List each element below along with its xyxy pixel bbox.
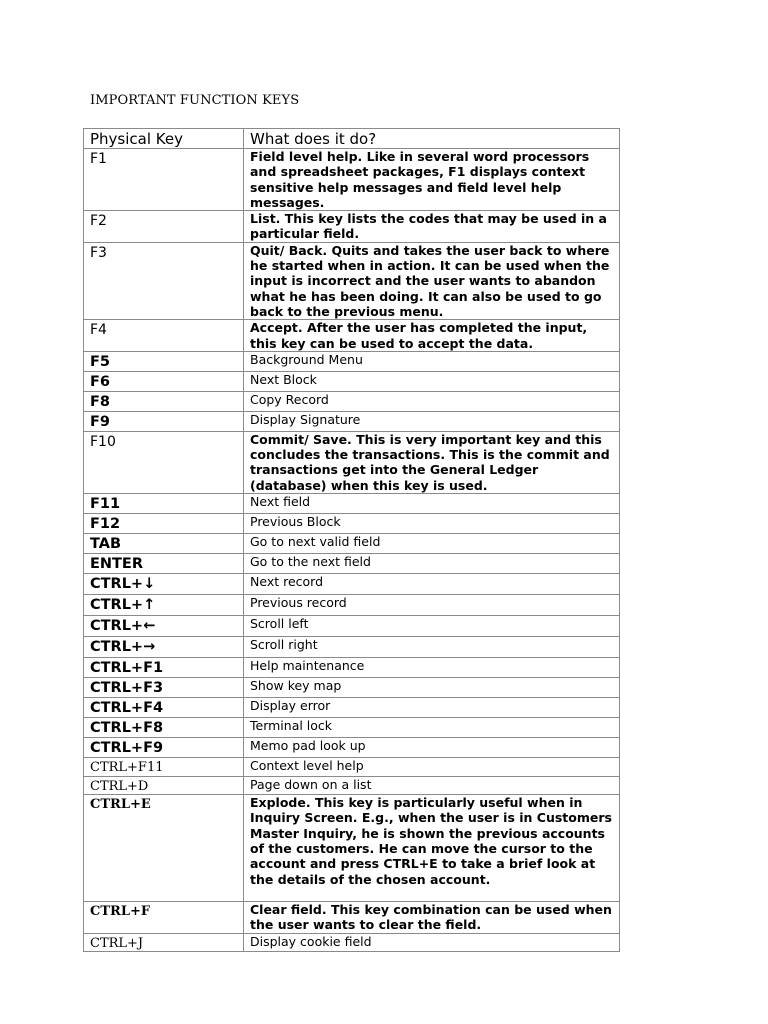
key-cell: F1: [84, 149, 244, 211]
description-cell: List. This key lists the codes that may be used in a particular field.: [244, 211, 620, 243]
table-row: [84, 933, 620, 951]
key-cell: ENTER: [84, 554, 244, 574]
key-cell: CTRL+↑: [84, 595, 244, 616]
description-cell: Previous Block: [244, 514, 620, 534]
table-row: [84, 902, 620, 934]
key-cell: F11: [84, 494, 244, 514]
key-cell: CTRL+F4: [84, 698, 244, 718]
description-cell: Next Block: [244, 371, 620, 391]
description-cell: Go to next valid field: [244, 534, 620, 554]
description-cell: Show key map: [244, 678, 620, 698]
key-cell: CTRL+J: [84, 933, 244, 951]
table-row: [84, 758, 620, 777]
key-cell: CTRL+←: [84, 616, 244, 637]
description-cell: Context level help: [244, 758, 620, 777]
table-row: [84, 738, 620, 758]
table-row: [84, 698, 620, 718]
description-cell: Next record: [244, 574, 620, 595]
description-cell: Commit/ Save. This is very important key and this concludes the transactions. This is the commit and transactions get into the General Ledger (database) when this key is used.: [244, 431, 620, 493]
key-cell: F9: [84, 411, 244, 431]
key-cell: CTRL+F8: [84, 718, 244, 738]
table-row: [84, 777, 620, 795]
key-cell: F5: [84, 351, 244, 371]
description-cell: Display cookie field: [244, 933, 620, 951]
table-row: [84, 718, 620, 738]
table-row: [84, 431, 620, 493]
table-row: [84, 391, 620, 411]
column-header-description: What does it do?: [244, 129, 620, 149]
key-cell: F6: [84, 371, 244, 391]
table-row: [84, 534, 620, 554]
key-cell: F12: [84, 514, 244, 534]
table-row: [84, 514, 620, 534]
description-cell: Field level help. Like in several word processors and spreadsheet packages, F1 displays context sensitive help messages and field level help messages.: [244, 149, 620, 211]
table-row: [84, 320, 620, 352]
key-cell: CTRL+F3: [84, 678, 244, 698]
table-row: [84, 371, 620, 391]
description-cell: Scroll left: [244, 616, 620, 637]
table-row: [84, 574, 620, 595]
key-cell: CTRL+↓: [84, 574, 244, 595]
page-title: IMPORTANT FUNCTION KEYS: [90, 93, 300, 108]
key-cell: CTRL+F11: [84, 758, 244, 777]
description-cell: Background Menu: [244, 351, 620, 371]
description-cell: Previous record: [244, 595, 620, 616]
description-cell: Display Signature: [244, 411, 620, 431]
description-cell: Clear field. This key combination can be used when the user wants to clear the field.: [244, 902, 620, 934]
description-cell: Accept. After the user has completed the input, this key can be used to accept the data.: [244, 320, 620, 352]
key-cell: F8: [84, 391, 244, 411]
key-cell: F10: [84, 431, 244, 493]
key-cell: TAB: [84, 534, 244, 554]
key-cell: F3: [84, 242, 244, 319]
table-row: [84, 411, 620, 431]
table-row: [84, 149, 620, 211]
key-cell: CTRL+E: [84, 795, 244, 902]
table-row: [84, 595, 620, 616]
description-cell: Memo pad look up: [244, 738, 620, 758]
column-header-physical-key: Physical Key: [84, 129, 244, 149]
description-cell: Terminal lock: [244, 718, 620, 738]
description-cell: Quit/ Back. Quits and takes the user back to where he started when in action. It can be used when the input is incorrect and the user wants to abandon what he has been doing. It can also be used to go back to the previous menu.: [244, 242, 620, 319]
function-keys-table: [83, 128, 620, 952]
key-cell: CTRL+→: [84, 637, 244, 658]
description-cell: Display error: [244, 698, 620, 718]
key-cell: CTRL+F1: [84, 658, 244, 678]
table-row: [84, 351, 620, 371]
table-row: [84, 658, 620, 678]
key-cell: CTRL+F9: [84, 738, 244, 758]
table-row: [84, 637, 620, 658]
description-cell: Go to the next field: [244, 554, 620, 574]
table-row: [84, 554, 620, 574]
table-row: [84, 616, 620, 637]
key-cell: CTRL+F: [84, 902, 244, 934]
table-header-row: [84, 129, 620, 149]
table-row: [84, 494, 620, 514]
description-cell: Help maintenance: [244, 658, 620, 678]
table-row: [84, 678, 620, 698]
description-cell: Copy Record: [244, 391, 620, 411]
table-row: [84, 795, 620, 902]
description-cell: Next field: [244, 494, 620, 514]
description-cell: Explode. This key is particularly useful when in Inquiry Screen. E.g., when the user is in Customers Master Inquiry, he is shown the previous accounts of the customers. He can move the cursor to the account and press CTRL+E to take a brief look at the details of the chosen account.: [244, 795, 620, 902]
table-row: [84, 211, 620, 243]
key-cell: F4: [84, 320, 244, 352]
description-cell: Scroll right: [244, 637, 620, 658]
description-cell: Page down on a list: [244, 777, 620, 795]
key-cell: F2: [84, 211, 244, 243]
table-row: [84, 242, 620, 319]
key-cell: CTRL+D: [84, 777, 244, 795]
